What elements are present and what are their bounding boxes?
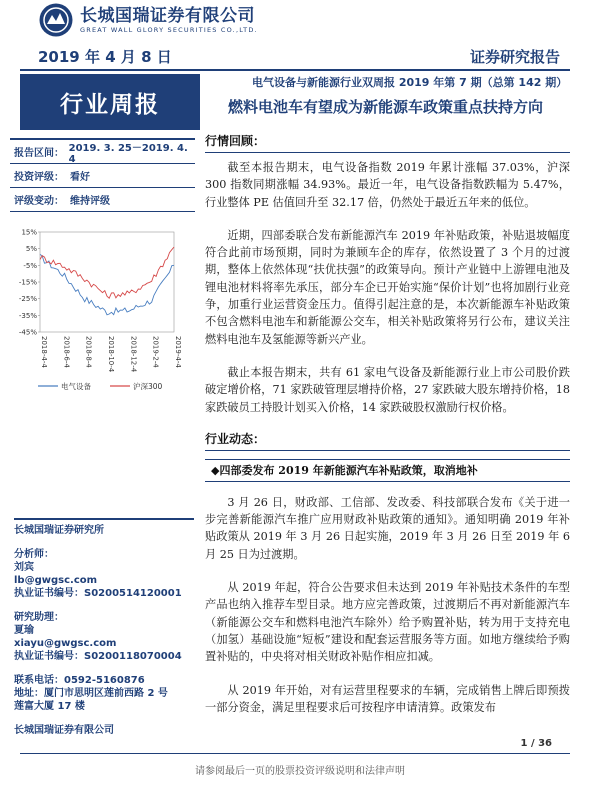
analyst-cert: 执业证书编号：S0200514120001 <box>14 588 182 599</box>
period-value: 2019. 3. 25－2019. 4. 4 <box>68 142 188 165</box>
rating-label: 投资评级： <box>14 172 64 183</box>
assistant-name: 夏瑜 <box>14 625 34 636</box>
analyst-label: 分析师： <box>14 549 54 560</box>
footer-disclaimer: 请参阅最后一页的股票投资评级说明和法律声明 <box>195 766 405 777</box>
assistant-cert: 执业证书编号：S0200118070004 <box>14 651 182 662</box>
section-market-review-title: 行情回顾： <box>205 132 570 153</box>
analyst-name: 刘宾 <box>14 562 34 573</box>
footer-divider <box>20 753 570 754</box>
y-tick-label: -35% <box>18 311 37 320</box>
assistant-email[interactable]: xiayu@gwgsc.com <box>14 638 117 649</box>
assistant-label: 研究助理： <box>14 612 64 623</box>
rating-value: 看好 <box>70 172 90 183</box>
legend-label: 电气设备 <box>61 382 91 391</box>
contact-divider <box>14 518 194 520</box>
report-info-panel <box>10 138 195 212</box>
analyst-email[interactable]: lb@gwgsc.com <box>14 575 98 586</box>
chart-frame <box>40 232 174 332</box>
info-period-row <box>10 140 195 163</box>
report-series: 电气设备与新能源行业双周报 2019 年第 7 期（总第 142 期） <box>252 76 568 89</box>
change-label: 评级变动： <box>14 196 64 207</box>
info-rating-row <box>10 164 195 187</box>
y-tick-label: -25% <box>18 295 37 304</box>
x-tick-label: 2018-12-4 <box>129 336 138 373</box>
x-tick-label: 2019-2-4 <box>151 336 160 368</box>
company-logo <box>38 2 258 38</box>
paragraph: 从 2019 年开始，对有运营里程要求的车辆，完成销售上牌后即预拨一部分资金，满足里程要求后可按程序申请清算。政策发布 <box>205 683 570 714</box>
info-change-row <box>10 188 195 211</box>
address-line-2: 莲富大厦 17 楼 <box>14 701 85 712</box>
company-name-cn: 长城国瑞证券有限公司 <box>80 5 255 26</box>
info-divider <box>10 211 195 212</box>
paragraph: 近期，四部委联合发布新能源汽车 2019 年补贴政策，补贴退坡幅度符合此前市场预期，同时为兼顾车企的库存，依然设置了 3 个月的过渡期，整体上依然体现“扶优扶强”的政策导向。预计产业链中上游锂电池及锂电池材料将率先承压，部分车企已开始实施“保价计划”也将加剧行业竞争，加重行业运营资金压力。值得引起注意的是，本次新能源车补贴政策不包含燃料电池车和新能源公交车，相关补贴政策将另行公布，建议关注燃料电池车及氢能源等新兴产业。 <box>205 228 570 346</box>
x-tick-label: 2018-8-4 <box>84 336 93 368</box>
report-date: 2019 年 4 月 8 日 <box>38 48 172 66</box>
y-tick-label: 5% <box>25 245 37 254</box>
section-industry-news-title: 行业动态： <box>205 430 570 451</box>
report-type: 证券研究报告 <box>469 48 560 66</box>
y-tick-label: -45% <box>18 328 37 337</box>
y-tick-label: -15% <box>18 278 37 287</box>
contact-phone: 联系电话：0592-5160876 <box>14 675 145 686</box>
paragraph: 截至本报告期末，电气设备指数 2019 年累计涨幅 37.03%，沪深 300 指数同期涨幅 34.93%。最近一年，电气设备指数跌幅为 5.47%，行业整体 PE 估值回升至 32.17 倍，仍然处于最近五年来的低位。 <box>205 161 570 209</box>
period-label: 报告区间： <box>14 148 64 159</box>
report-category: 行业周报 <box>60 91 160 118</box>
paragraph: 3 月 26 日，财政部、工信部、发改委、科技部联合发布《关于进一步完善新能源汽车推广应用财政补贴政策的通知》。通知明确 2019 年补贴政策从 2019 年 3 月 26 日起实施，2019 年 3 月 26 日至 2019 年 6 月 25 日为过渡期。 <box>205 495 570 561</box>
y-tick-label: -5% <box>23 261 37 270</box>
legend-label: 沪深300 <box>133 382 163 391</box>
company-name-footer: 长城国瑞证券有限公司 <box>14 725 114 736</box>
change-value: 维持评级 <box>70 196 110 207</box>
news-headline: ◆四部委发布 2019 年新能源汽车补贴政策，取消地补 <box>205 459 570 482</box>
x-tick-label: 2018-4-4 <box>40 336 48 368</box>
paragraph: 从 2019 年起，符合公告要求但未达到 2019 年补贴技术条件的车型产品也纳入推荐车型目录。地方应完善政策，过渡期后不再对新能源汽车（新能源公交车和燃料电池汽车除外）给予购置补贴，转为用于支持充电（加氢）基础设施“短板”建设和配套运营服务等方面。如地方继续给予购置补贴的，中央将对相关财政补贴作相应扣减。 <box>205 581 570 664</box>
institute-name: 长城国瑞证券研究所 <box>14 525 104 536</box>
contact-panel <box>14 518 194 737</box>
y-tick-label: 15% <box>21 228 37 237</box>
address-line-1: 地址：厦门市思明区莲前西路 2 号 <box>14 688 168 699</box>
header-divider <box>20 69 570 71</box>
report-title: 燃料电池车有望成为新能源车政策重点扶持方向 <box>228 98 544 116</box>
x-tick-label: 2018-10-4 <box>107 336 115 373</box>
series-line-csi300 <box>40 247 174 298</box>
company-emblem-icon <box>38 2 74 38</box>
x-tick-label: 2018-6-4 <box>62 336 71 368</box>
page-number: 1 / 36 <box>520 738 552 749</box>
paragraph: 截止本报告期末，共有 61 家电气设备及新能源行业上市公司股价跌破定增价格，71 家跌破管理层增持价格，27 家跌破大股东增持价格，18 家跌破员工持股计划买入价格，14 家跌破股权激励行权价格。 <box>205 365 570 414</box>
report-body <box>205 132 570 716</box>
x-tick-label: 2019-4-4 <box>174 336 182 368</box>
company-name-en: GREAT WALL GLORY SECURITIES CO.,LTD. <box>80 25 258 34</box>
report-category-box <box>20 74 200 130</box>
performance-chart <box>12 226 182 396</box>
